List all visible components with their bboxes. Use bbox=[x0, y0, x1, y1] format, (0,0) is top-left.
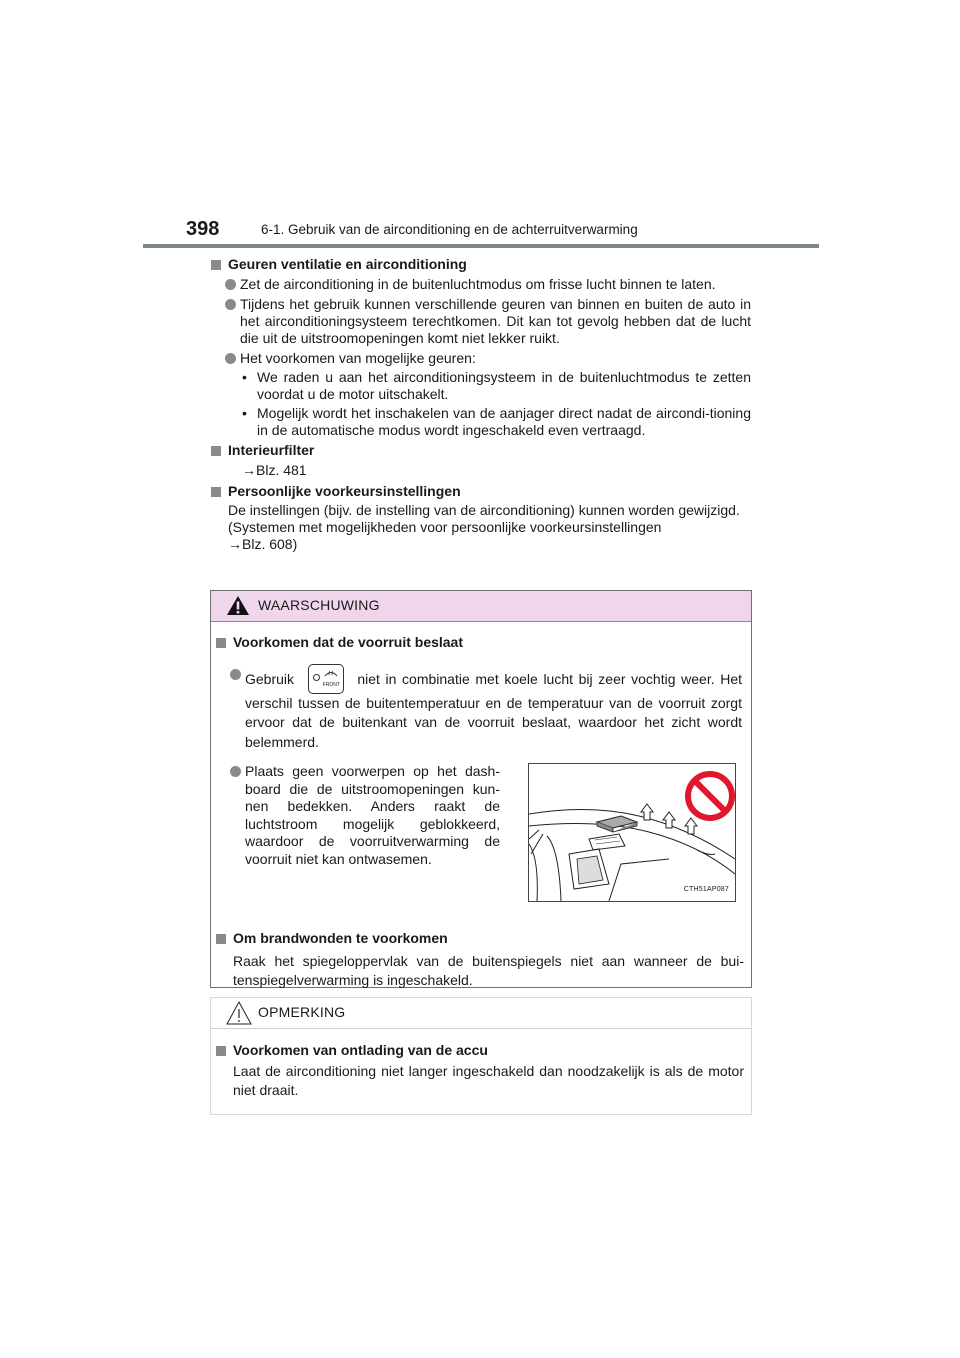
round-bullet-icon bbox=[225, 353, 236, 364]
header-rule bbox=[143, 244, 819, 248]
section-heading-filter: Interieurfilter bbox=[210, 442, 751, 459]
square-bullet-icon bbox=[216, 1046, 226, 1056]
round-bullet-icon bbox=[230, 669, 241, 680]
front-defogger-button-icon: FRONT bbox=[308, 664, 344, 694]
paragraph: Laat de airconditioning niet langer ingeschakeld dan noodzakelijk is als de motor niet draait. bbox=[233, 1062, 744, 1098]
page-reference: →Blz. 481 bbox=[242, 462, 307, 478]
notice-header bbox=[211, 998, 751, 1029]
warning-box bbox=[210, 590, 752, 988]
section-heading-odors: Geuren ventilatie en airconditioning bbox=[210, 256, 751, 273]
paragraph: Raak het spiegeloppervlak van de buitenspiegels niet aan wanneer de bui-tenspiegelverwarming is ingeschakeld. bbox=[233, 952, 744, 988]
notice-heading: Voorkomen van ontlading van de accu bbox=[215, 1042, 744, 1060]
sub-bullet-item: • We raden u aan het airconditioningsysteem in de buitenluchtmodus te zetten voordat u de motor uitschakelt. bbox=[242, 369, 751, 402]
square-bullet-icon bbox=[211, 260, 221, 270]
section-heading-personal: Persoonlijke voorkeursinstellingen bbox=[210, 483, 751, 500]
sub-bullet-item: • Mogelijk wordt het inschakelen van de aanjager direct nadat de aircondi-tioning in de automatische modus wordt ingeschakeld even vertraagd. bbox=[242, 405, 751, 438]
warning-heading-burn: Om brandwonden te voorkomen bbox=[215, 930, 744, 948]
paragraph: (Systemen met mogelijkheden voor persoonlijke voorkeursinstellingen bbox=[228, 519, 662, 535]
warning-triangle-icon bbox=[226, 595, 250, 616]
square-bullet-icon bbox=[216, 934, 226, 944]
warning-heading-fog: Voorkomen dat de voorruit beslaat bbox=[215, 634, 744, 652]
paragraph: De instellingen (bijv. de instelling van de airconditioning) kunnen worden gewijzigd. bbox=[228, 502, 740, 518]
chapter-title: 6-1. Gebruik van de airconditioning en de achterruitverwarming bbox=[261, 222, 638, 237]
caution-outline-icon bbox=[226, 1001, 252, 1025]
figure-code: CTH51AP087 bbox=[683, 885, 729, 893]
page-number: 398 bbox=[186, 218, 220, 240]
round-bullet-icon bbox=[225, 279, 236, 290]
bullet-item: Tijdens het gebruik kunnen verschillende geuren van binnen en buiten de auto in het airconditioningsysteem terechtkomen. Dit kan tot gevolg hebben dat de lucht die uit de uitstroomopeningen komt niet lekker ruikt. bbox=[210, 296, 751, 347]
notice-box bbox=[210, 997, 752, 1115]
square-bullet-icon bbox=[211, 446, 221, 456]
bullet-item: Plaats geen voorwerpen op het dash-board die de uitstroomopeningen kun-nen bedekken. Anders raakt de luchtstroom mogelijk geblokkeerd, waardoor de voorruitverwarming de voorruit niet kan ontwasemen. bbox=[215, 763, 500, 868]
warning-title: WAARSCHUWING bbox=[258, 597, 380, 613]
bullet-item: Zet de airconditioning in de buitenluchtmodus om frisse lucht binnen te laten. bbox=[210, 276, 751, 293]
bullet-item: Gebruik FRONT niet in combinatie met koele lucht bij zeer vochtig weer. Het verschil tussen de buitentemperatuur en de temperatuur van de voorruit zorgt ervoor dat de buitenkant van de voorruit beslaat, waardoor het zicht wordt belemmerd. bbox=[215, 664, 744, 753]
round-bullet-icon bbox=[225, 299, 236, 310]
square-bullet-icon bbox=[211, 487, 221, 497]
square-bullet-icon bbox=[216, 638, 226, 648]
bullet-item: Het voorkomen van mogelijke geuren: bbox=[210, 350, 751, 367]
round-bullet-icon bbox=[230, 766, 241, 777]
warning-header bbox=[211, 591, 751, 622]
notice-title: OPMERKING bbox=[258, 1004, 346, 1020]
dashboard-illustration bbox=[528, 763, 736, 902]
main-content bbox=[210, 254, 751, 553]
page-reference: →Blz. 608) bbox=[228, 536, 298, 552]
